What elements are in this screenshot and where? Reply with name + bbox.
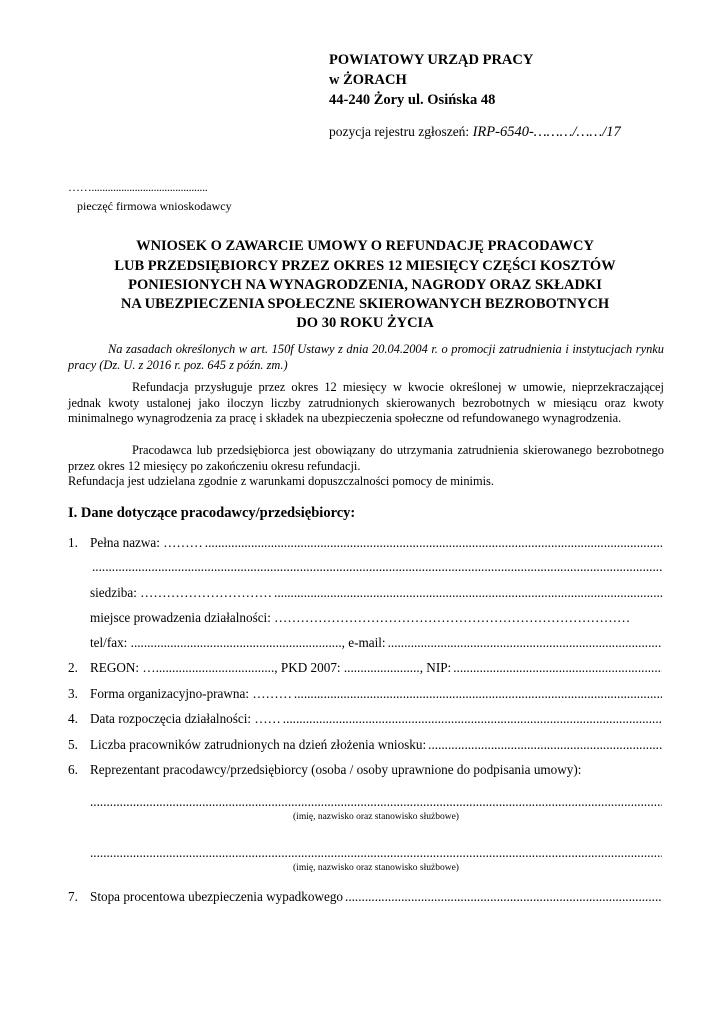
representative-label: Reprezentant pracodawcy/przedsiębiorcy (osoba / osoby uprawnione do podpisania umowy): bbox=[90, 762, 582, 777]
seat-field[interactable] bbox=[90, 585, 662, 601]
document-title-line-3: PONIESIONYCH NA WYNAGRODZENIA, NAGRODY ORAZ SKŁADKI bbox=[128, 277, 602, 293]
representative-1-field[interactable] bbox=[90, 794, 662, 810]
start-date-field[interactable] bbox=[90, 711, 662, 727]
company-stamp-line[interactable]: ……........................................... bbox=[68, 180, 208, 194]
representative-2-field[interactable] bbox=[90, 845, 662, 861]
start-date-dots[interactable] bbox=[283, 711, 662, 727]
document-title-line-5: DO 30 ROKU ŻYCIA bbox=[296, 315, 434, 331]
legal-form-dots[interactable] bbox=[294, 686, 662, 702]
accident-insurance-rate-dots[interactable] bbox=[345, 889, 662, 905]
legal-basis: Na zasadach określonych w art. 150f Ustawy z dnia 20.04.2004 r. o promocji zatrudnienia i instytucjach rynku pracy (Dz. U. z 2016 r. poz. 645 z późn. zm.) bbox=[68, 342, 664, 372]
item-1-number: 1. bbox=[68, 535, 78, 550]
seat-label: siedziba: ………………………… bbox=[90, 585, 273, 600]
nip-label: , NIP: bbox=[419, 660, 452, 675]
de-minimis-paragraph: Refundacja jest udzielana zgodnie z warunkami dopuszczalności pomocy de minimis. bbox=[68, 474, 494, 488]
document-title-line-1: WNIOSEK O ZAWARCIE UMOWY O REFUNDACJĘ PRACODAWCY bbox=[136, 238, 594, 254]
representative-2-dots[interactable] bbox=[90, 845, 662, 861]
item-2-number: 2. bbox=[68, 660, 78, 675]
refund-paragraph: Refundacja przysługuje przez okres 12 miesięcy w kwocie określonej w umowie, nieprzekraczającej jednak kwoty ustalonej jako iloczyn liczby zatrudnionych skierowanych bezrobotnych w miesiącu oraz kwoty minimalnego wynagrodzenia za pracę i składek na ubezpieczenia społeczne od refundowanego wynagrodzenia. bbox=[68, 380, 664, 426]
representative-2-caption: (imię, nazwisko oraz stanowisko służbowe) bbox=[293, 863, 459, 873]
item-7-number: 7. bbox=[68, 889, 78, 904]
office-city: w ŻORACH bbox=[329, 72, 407, 88]
contact-field[interactable] bbox=[90, 635, 662, 651]
pkd-label: , PKD 2007: ....................... bbox=[274, 660, 420, 675]
accident-insurance-rate-label: Stopa procentowa ubezpieczenia wypadkowego bbox=[90, 889, 344, 904]
full-name-field[interactable] bbox=[90, 535, 662, 551]
regon-label: REGON: ….................................... bbox=[90, 660, 275, 675]
full-name-continuation[interactable] bbox=[90, 559, 662, 575]
item-3-number: 3. bbox=[68, 686, 78, 701]
representative-heading bbox=[90, 762, 662, 778]
employee-count-dots[interactable] bbox=[428, 737, 662, 753]
employee-count-field[interactable] bbox=[90, 737, 662, 753]
company-stamp-label: pieczęć firmowa wnioskodawcy bbox=[77, 199, 232, 213]
office-address: 44-240 Żory ul. Osińska 48 bbox=[329, 92, 496, 108]
item-6-number: 6. bbox=[68, 762, 78, 777]
email-dots[interactable] bbox=[388, 635, 662, 651]
tel-fax-label: tel/fax: ................................................................ bbox=[90, 635, 342, 650]
registry-position bbox=[329, 124, 621, 141]
full-name-dots[interactable] bbox=[205, 535, 662, 551]
accident-insurance-rate-field[interactable] bbox=[90, 889, 662, 905]
item-4-number: 4. bbox=[68, 711, 78, 726]
legal-form-label: Forma organizacyjno-prawna: ……… bbox=[90, 686, 292, 701]
full-name-continuation-dots[interactable] bbox=[92, 559, 662, 575]
start-date-label: Data rozpoczęcia działalności: …… bbox=[90, 711, 281, 726]
office-name: POWIATOWY URZĄD PRACY bbox=[329, 52, 534, 68]
registry-number: IRP-6540-………/……/17 bbox=[472, 124, 621, 140]
registry-label: pozycja rejestru zgłoszeń: bbox=[329, 124, 473, 139]
email-label: , e-mail: bbox=[341, 635, 386, 650]
legal-form-field[interactable] bbox=[90, 686, 662, 702]
representative-1-dots[interactable] bbox=[90, 794, 662, 810]
employee-count-label: Liczba pracowników zatrudnionych na dzień złożenia wniosku: bbox=[90, 737, 427, 752]
section-heading: I. Dane dotyczące pracodawcy/przedsiębiorcy: bbox=[68, 505, 356, 521]
item-5-number: 5. bbox=[68, 737, 78, 752]
full-name-label: Pełna nazwa: ……… bbox=[90, 535, 203, 550]
document-title-line-2: LUB PRZEDSIĘBIORCY PRZEZ OKRES 12 MIESIĘCY CZĘŚCI KOSZTÓW bbox=[114, 258, 616, 274]
business-location-field[interactable] bbox=[90, 610, 662, 626]
seat-dots[interactable] bbox=[274, 585, 662, 601]
nip-dots[interactable] bbox=[453, 660, 662, 676]
document-title-line-4: NA UBEZPIECZENIA SPOŁECZNE SKIEROWANYCH BEZROBOTNYCH bbox=[120, 296, 610, 312]
registration-numbers-field[interactable] bbox=[90, 660, 662, 676]
representative-1-caption: (imię, nazwisko oraz stanowisko służbowe) bbox=[293, 812, 459, 822]
employment-paragraph: Pracodawca lub przedsiębiorca jest obowiązany do utrzymania zatrudnienia skierowanego bezrobotnego przez okres 12 miesięcy po zakończeniu okresu refundacji. bbox=[68, 443, 664, 473]
business-location-label: miejsce prowadzenia działalności: ……………………………………………………………………… bbox=[90, 610, 631, 625]
